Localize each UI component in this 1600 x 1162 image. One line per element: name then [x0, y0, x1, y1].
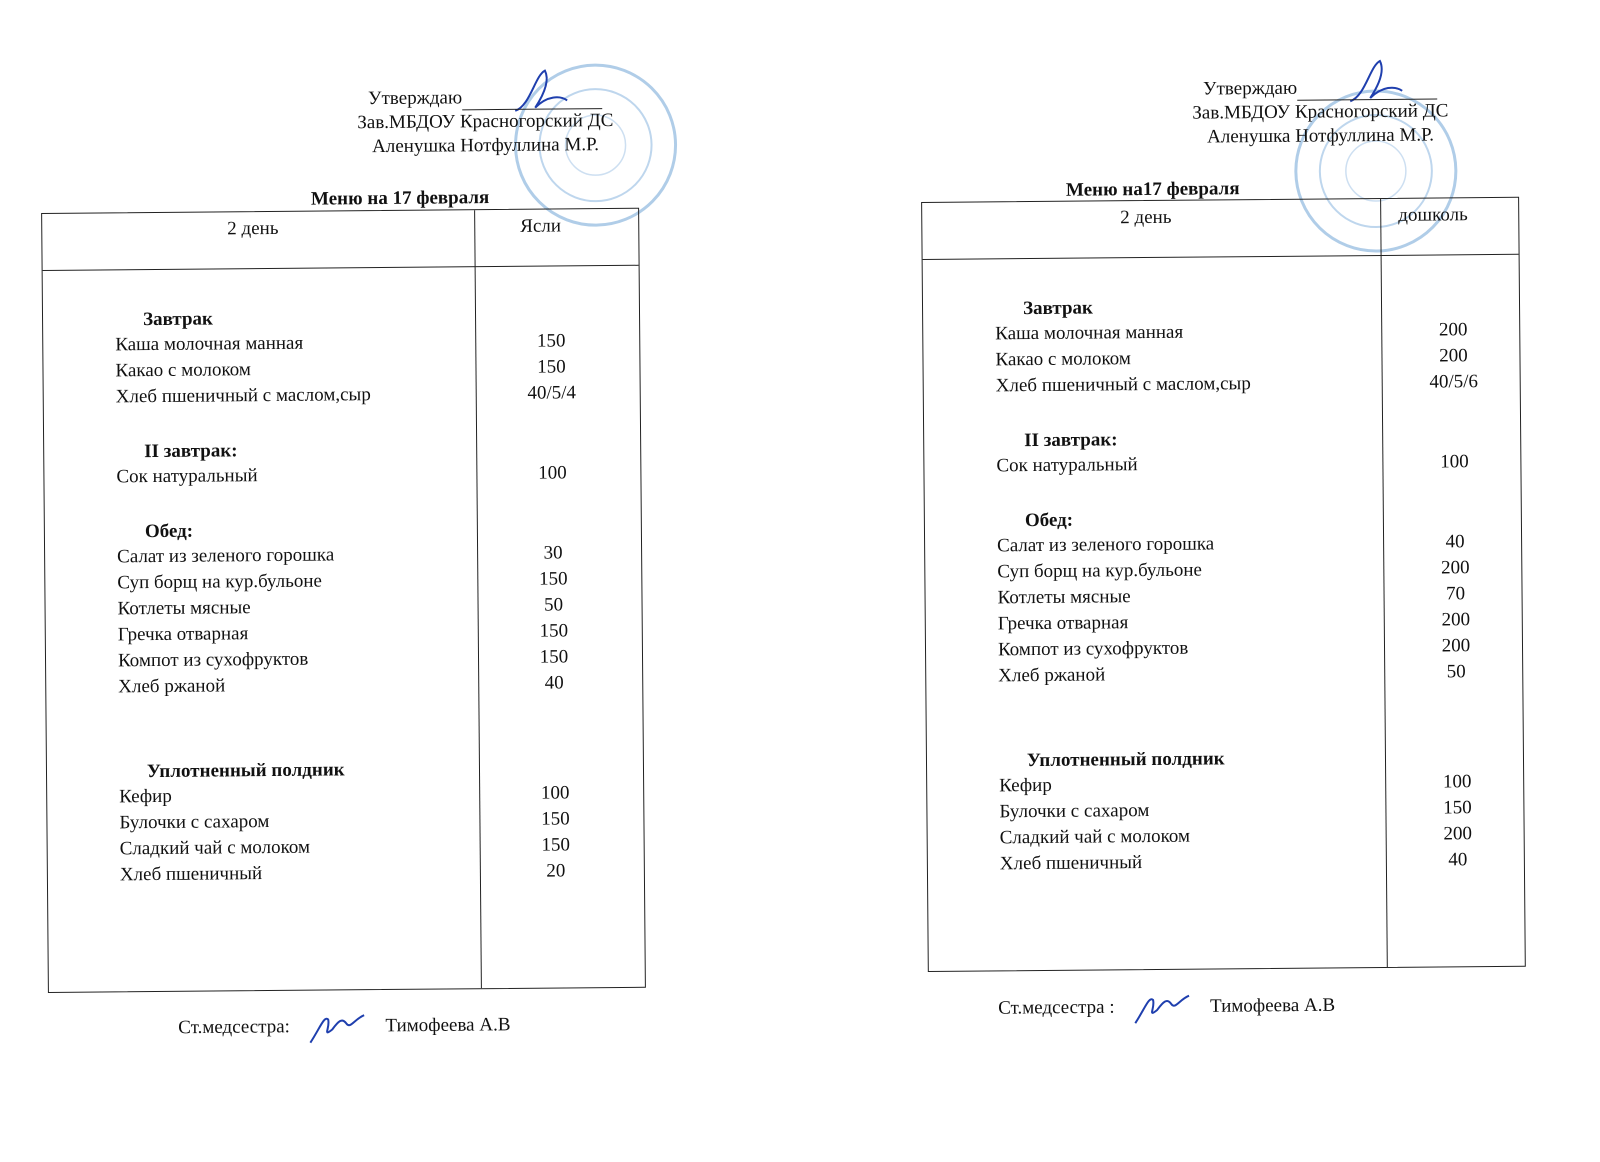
dish-portion: 150 [538, 568, 568, 590]
dish-name: Каша молочная манная [995, 321, 1184, 345]
dish-name: Кефир [119, 785, 172, 808]
menu-row [48, 858, 644, 889]
dish-name: Каша молочная манная [115, 332, 304, 356]
menu-table [41, 208, 646, 993]
menu-row [44, 460, 640, 491]
header-divider [923, 254, 1519, 260]
nurse-signature-icon [302, 1007, 372, 1048]
menu-page-preschool [920, 70, 1549, 1075]
approve-signature-line [462, 90, 602, 110]
dish-name: Гречка отварная [117, 623, 249, 646]
approver-name: Аленушка Нотфуллина М.Р. [1207, 124, 1435, 148]
dish-name: Компот из сухофруктов [117, 648, 309, 672]
dish-portion: 150 [541, 808, 570, 830]
nurse-signature-block [998, 986, 1335, 1029]
dish-portion: 150 [541, 834, 570, 856]
meal-heading: Завтрак [1022, 297, 1094, 320]
approve-label: Утверждаю [368, 87, 463, 110]
dish-name: Суп борщ на кур.бульоне [117, 570, 323, 594]
dish-portion: 30 [543, 542, 563, 564]
meal-heading: Обед: [1024, 509, 1074, 532]
meal-section-second-breakfast [924, 425, 1520, 480]
meal-heading: Обед: [144, 520, 194, 543]
meal-heading: Завтрак [142, 308, 214, 331]
dish-portion: 150 [539, 646, 569, 668]
meal-section-lunch [45, 516, 643, 701]
menu-row [46, 670, 642, 701]
dish-portion: 200 [1440, 557, 1470, 579]
dish-name: Хлеб пшеничный с маслом,сыр [115, 384, 371, 408]
dish-portion: 100 [1440, 451, 1469, 473]
dish-name: Хлеб пшеничный [119, 863, 263, 886]
dish-portion: 200 [1439, 345, 1468, 367]
dish-portion: 200 [1438, 319, 1468, 341]
dish-name: Салат из зеленого горошка [117, 544, 335, 568]
dish-portion: 70 [1445, 583, 1466, 605]
column-header-group: дошколь [1398, 204, 1468, 226]
dish-name: Суп борщ на кур.бульоне [997, 559, 1203, 583]
menu-sections [43, 304, 644, 889]
approver-position: Зав.МБДОУ Красногорский ДС [1192, 100, 1449, 124]
dish-portion: 50 [1446, 661, 1466, 683]
menu-row [924, 449, 1520, 480]
menu-row [928, 847, 1524, 878]
dish-portion: 100 [538, 462, 567, 484]
meal-heading: II завтрак: [1024, 429, 1118, 452]
menu-row [926, 659, 1522, 690]
dish-portion: 200 [1441, 635, 1471, 657]
dish-portion: 200 [1441, 609, 1471, 631]
dish-portion: 100 [1442, 771, 1472, 793]
dish-name: Сок натуральный [116, 465, 258, 488]
dish-name: Какао с молоком [115, 359, 251, 382]
dish-name: Хлеб ржаной [118, 675, 226, 698]
dish-name: Гречка отварная [997, 612, 1129, 635]
nurse-label: Ст.медсестра : [998, 996, 1115, 1019]
column-header-day: 2 день [227, 217, 279, 240]
nurse-signature-block [178, 1006, 511, 1049]
menu-table [921, 197, 1526, 972]
approver-name: Аленушка Нотфуллина М.Р. [372, 134, 600, 158]
meal-section-lunch [925, 505, 1523, 690]
dish-portion: 100 [540, 782, 570, 804]
meal-heading: II завтрак: [144, 440, 238, 463]
meal-section-afternoon-snack [927, 745, 1524, 878]
dish-name: Хлеб ржаной [998, 664, 1106, 687]
dish-name: Салат из зеленого горошка [997, 533, 1215, 557]
dish-portion: 40 [1445, 531, 1465, 553]
dish-portion: 150 [536, 330, 566, 352]
nurse-label: Ст.медсестра: [178, 1016, 290, 1039]
approver-position: Зав.МБДОУ Красногорский ДС [357, 109, 614, 134]
dish-name: Сладкий чай с молоком [999, 825, 1191, 849]
dish-name: Хлеб пшеничный с маслом,сыр [995, 373, 1251, 397]
approval-block [1160, 75, 1481, 150]
dish-portion: 20 [546, 860, 566, 882]
meal-section-breakfast [923, 293, 1520, 400]
dish-name: Компот из сухофруктов [997, 637, 1189, 661]
dish-portion: 50 [543, 594, 564, 616]
menu-page-nursery [40, 80, 659, 1085]
menu-row [924, 369, 1520, 400]
dish-portion: 150 [539, 620, 569, 642]
menu-title: Меню на 17 февраля [310, 187, 490, 210]
dish-name: Хлеб пшеничный [999, 852, 1143, 875]
meal-section-breakfast [43, 304, 640, 411]
menu-title: Меню на17 февраля [1065, 178, 1240, 201]
meal-section-second-breakfast [44, 436, 640, 491]
dish-portion: 150 [1443, 797, 1472, 819]
dish-portion: 40 [544, 672, 564, 694]
approve-signature-line [1297, 80, 1437, 100]
dish-name: Котлеты мясные [117, 597, 251, 620]
dish-name: Булочки с сахаром [999, 800, 1150, 823]
nurse-name: Тимофеева А.В [385, 1014, 511, 1037]
dish-portion: 200 [1443, 823, 1472, 845]
meal-heading: Уплотненный полдник [146, 759, 345, 783]
meal-heading: Уплотненный полдник [1026, 748, 1225, 772]
dish-name: Кефир [999, 774, 1052, 797]
nurse-signature-icon [1127, 988, 1197, 1029]
nurse-name: Тимофеева А.В [1209, 994, 1336, 1017]
dish-portion: 40/5/4 [527, 382, 577, 404]
column-header-group: Ясли [520, 215, 562, 237]
menu-row [44, 380, 640, 411]
column-header-day: 2 день [1120, 206, 1172, 229]
dish-name: Сок натуральный [996, 454, 1138, 477]
dish-portion: 40 [1448, 849, 1468, 871]
menu-sections [923, 293, 1524, 878]
dish-portion: 150 [537, 356, 566, 378]
approve-label: Утверждаю [1203, 77, 1298, 100]
header-divider [43, 265, 639, 271]
approval-block [340, 85, 631, 160]
dish-name: Сладкий чай с молоком [119, 836, 311, 860]
dish-portion: 40/5/6 [1429, 371, 1479, 393]
meal-section-afternoon-snack [47, 756, 644, 889]
dish-name: Котлеты мясные [997, 586, 1131, 609]
dish-name: Булочки с сахаром [119, 811, 270, 834]
dish-name: Какао с молоком [995, 348, 1131, 371]
